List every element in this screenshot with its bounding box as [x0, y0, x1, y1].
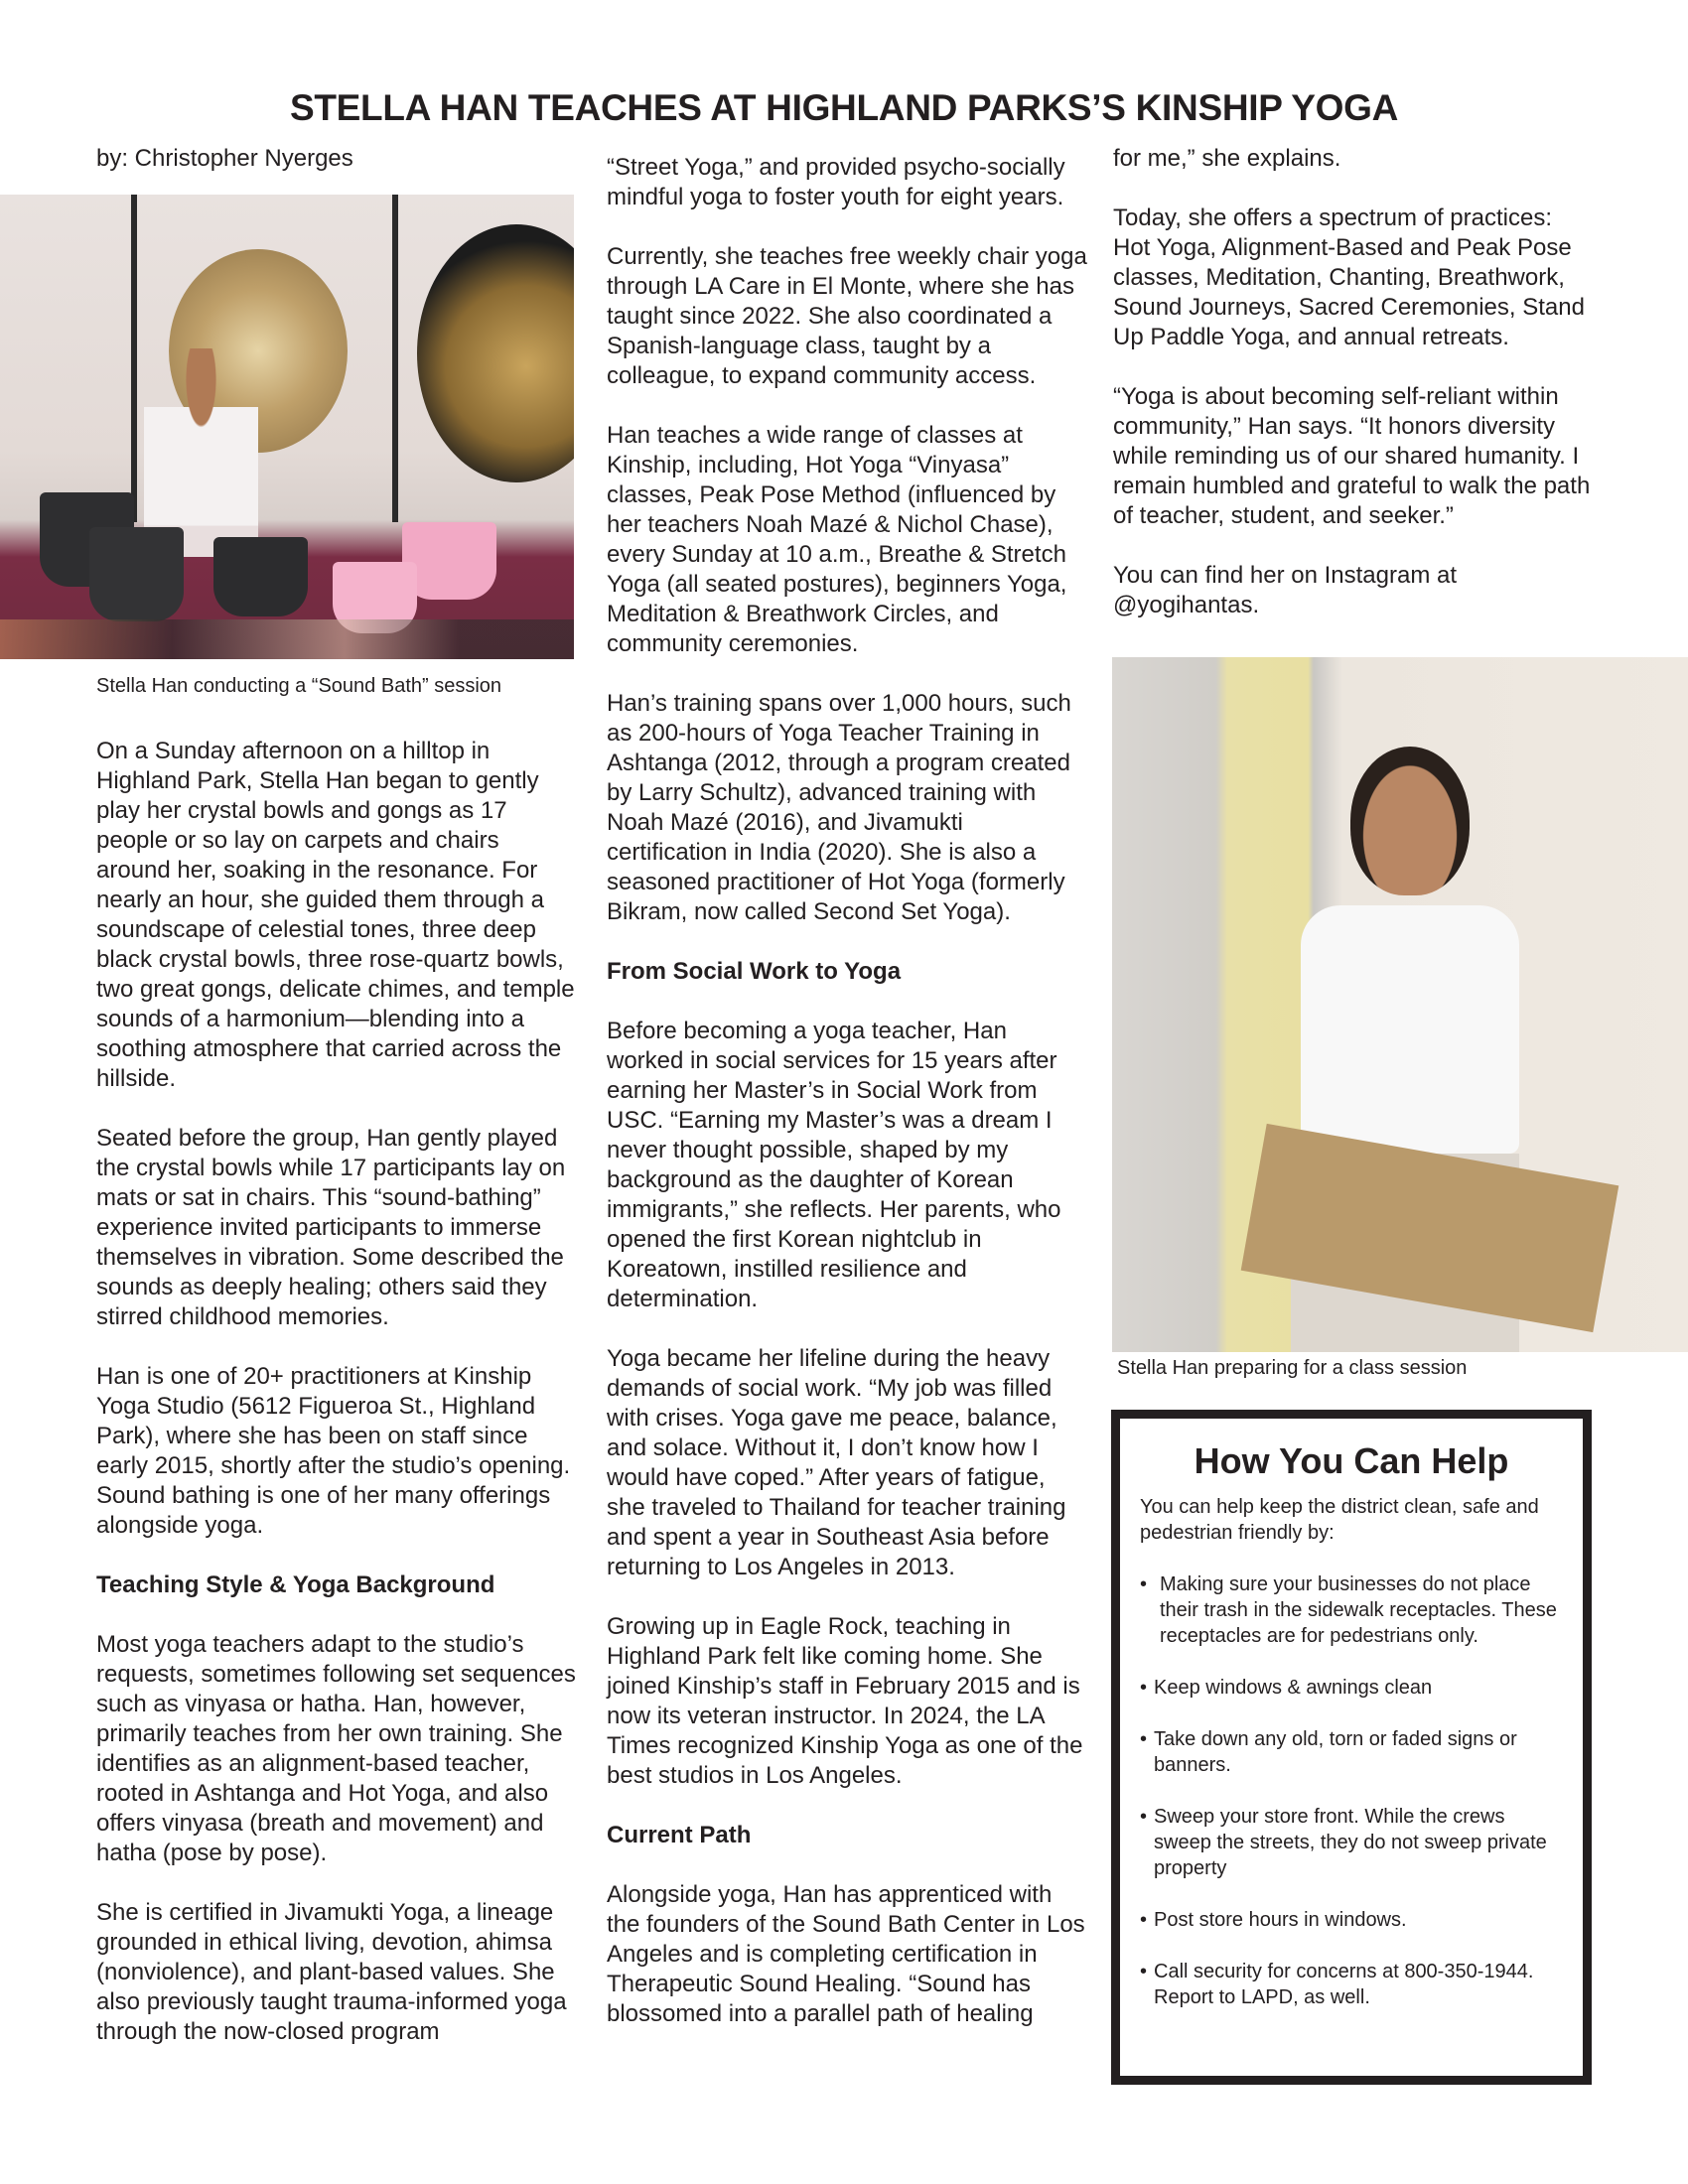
paragraph: for me,” she explains.	[1113, 145, 1341, 172]
article-column-3	[1113, 144, 1594, 650]
paragraph: “Street Yoga,” and provided psycho-socially mindful yoga to foster youth for eight years.	[607, 154, 1065, 210]
byline: by: Christopher Nyerges	[96, 145, 353, 172]
paragraph: She is certified in Jivamukti Yoga, a lineage grounded in ethical living, devotion, ahimsa (nonviolence), and plant-based values. She also previously taught trauma-informed yoga through the now-closed program	[96, 1899, 567, 2045]
person-figure	[144, 348, 258, 557]
paragraph: Today, she offers a spectrum of practices: Hot Yoga, Alignment-Based and Peak Pose classes, Meditation, Chanting, Breathwork, Sound Journeys, Sacred Ceremonies, Stand Up Paddle Yoga, and annual retreats.	[1113, 205, 1585, 350]
photo-caption: Stella Han preparing for a class session	[1117, 1357, 1468, 1379]
paragraph: Most yoga teachers adapt to the studio’s requests, sometimes following set sequences such as vinyasa or hatha. Han, however, primarily teaches from her own training. She identifies as an alignment-based teacher, rooted in Ashtanga and Hot Yoga, and also offers vinyasa (breath and movement) and hatha (pose by pose).	[96, 1631, 576, 1866]
sidebar-title: How You Can Help	[1194, 1440, 1509, 1481]
paragraph: Han teaches a wide range of classes at Kinship, including, Hot Yoga “Vinyasa” classes, Peak Pose Method (influenced by her teachers Noah Mazé & Nichol Chase), every Sunday at 10 a.m., Breathe & Stretch Yoga (all seated postures), beginners Yoga, Meditation & Breathwork Circles, and community ceremonies.	[607, 422, 1067, 657]
person-figure	[1251, 717, 1579, 1352]
section-heading: Current Path	[607, 1822, 752, 1848]
how-you-can-help-box	[1111, 1410, 1592, 2085]
article-column-1	[96, 737, 577, 2077]
sound-bath-photo	[0, 195, 574, 659]
paragraph: Currently, she teaches free weekly chair yoga through LA Care in El Monte, where she has taught since 2022. She also coordinated a Spanish-language class, taught by a colleague, to expand community access.	[607, 243, 1087, 389]
paragraph: Alongside yoga, Han has apprenticed with the founders of the Sound Bath Center in Los Angeles and is completing certification in Therapeutic Sound Healing. “Sound has blossomed into a parallel path of healing	[607, 1881, 1085, 2027]
paragraph: Before becoming a yoga teacher, Han worked in social services for 15 years after earning her Master’s in Social Work from USC. “Earning my Master’s was a dream I never thought possible, shaped by my background as the daughter of Korean immigrants,” she reflects. Her parents, who opened the first Korean nightclub in Koreatown, instilled resilience and determination.	[607, 1018, 1061, 1312]
help-item: • Making sure your businesses do not place their trash in the sidewalk receptacles. These receptacles are for pedestrians only.	[1140, 1571, 1563, 1649]
section-heading: From Social Work to Yoga	[607, 958, 902, 985]
help-item: • Post store hours in windows.	[1140, 1907, 1563, 1933]
article-title: STELLA HAN TEACHES AT HIGHLAND PARKS’S KINSHIP YOGA	[289, 87, 1399, 128]
gong-icon	[417, 224, 574, 482]
help-item: • Sweep your store front. While the crews sweep the streets, they do not sweep private property	[1140, 1804, 1563, 1881]
sidebar-intro: You can help keep the district clean, safe and pedestrian friendly by:	[1140, 1496, 1539, 1544]
paragraph: You can find her on Instagram at @yogihantas.	[1113, 562, 1458, 618]
paragraph: “Yoga is about becoming self-reliant within community,” Han says. “It honors diversity while reminding us of our shared humanity. I remain humbled and grateful to walk the path of teacher, student, and seeker.”	[1113, 383, 1591, 529]
paragraph: Growing up in Eagle Rock, teaching in Highland Park felt like coming home. She joined Kinship’s staff in February 2015 and is now its veteran instructor. In 2024, the LA Times recognized Kinship Yoga as one of the best studios in Los Angeles.	[607, 1613, 1083, 1789]
help-item: • Call security for concerns at 800-350-1944. Report to LAPD, as well.	[1140, 1959, 1563, 2010]
paragraph: Han’s training spans over 1,000 hours, such as 200-hours of Yoga Teacher Training in Ashtanga (2012, through a program created by Larry Schultz), advanced training with Noah Mazé (2016), and Jivamukti certification in India (2020). She is also a seasoned practitioner of Hot Yoga (formerly Bikram, now called Second Set Yoga).	[607, 690, 1071, 925]
help-item: • Take down any old, torn or faded signs or banners.	[1140, 1726, 1563, 1778]
help-list	[1140, 1571, 1563, 2010]
help-item: • Keep windows & awnings clean	[1140, 1675, 1563, 1701]
paragraph: Seated before the group, Han gently played the crystal bowls while 17 participants lay on mats or sat in chairs. This “sound-bathing” experience invited participants to immerse themselves in vibration. Some described the sounds as deeply healing; others said they stirred childhood memories.	[96, 1125, 566, 1330]
portrait-photo	[1112, 657, 1688, 1352]
paragraph: On a Sunday afternoon on a hilltop in Highland Park, Stella Han began to gently play her crystal bowls and gongs as 17 people or so lay on carpets and chairs around her, soaking in the resonance. For nearly an hour, she guided them through a soundscape of celestial tones, three deep black crystal bowls, three rose-quartz bowls, two great gongs, delicate chimes, and temple sounds of a harmonium—blending into a soothing atmosphere that carried across the hillside.	[96, 738, 575, 1092]
paragraph: Han is one of 20+ practitioners at Kinship Yoga Studio (5612 Figueroa St., Highland Park), where she has been on staff since early 2015, shortly after the studio’s opening. Sound bathing is one of her many offerings alongside yoga.	[96, 1363, 571, 1539]
paragraph: Yoga became her lifeline during the heavy demands of social work. “My job was filled with crises. Yoga gave me peace, balance, and solace. Without it, I don’t know how I would have coped.” After years of fatigue, she traveled to Thailand for teacher training and spent a year in Southeast Asia before returning to Los Angeles in 2013.	[607, 1345, 1066, 1580]
photo-caption: Stella Han conducting a “Sound Bath” session	[96, 675, 502, 697]
article-column-2	[607, 153, 1087, 2059]
section-heading: Teaching Style & Yoga Background	[96, 1571, 495, 1598]
